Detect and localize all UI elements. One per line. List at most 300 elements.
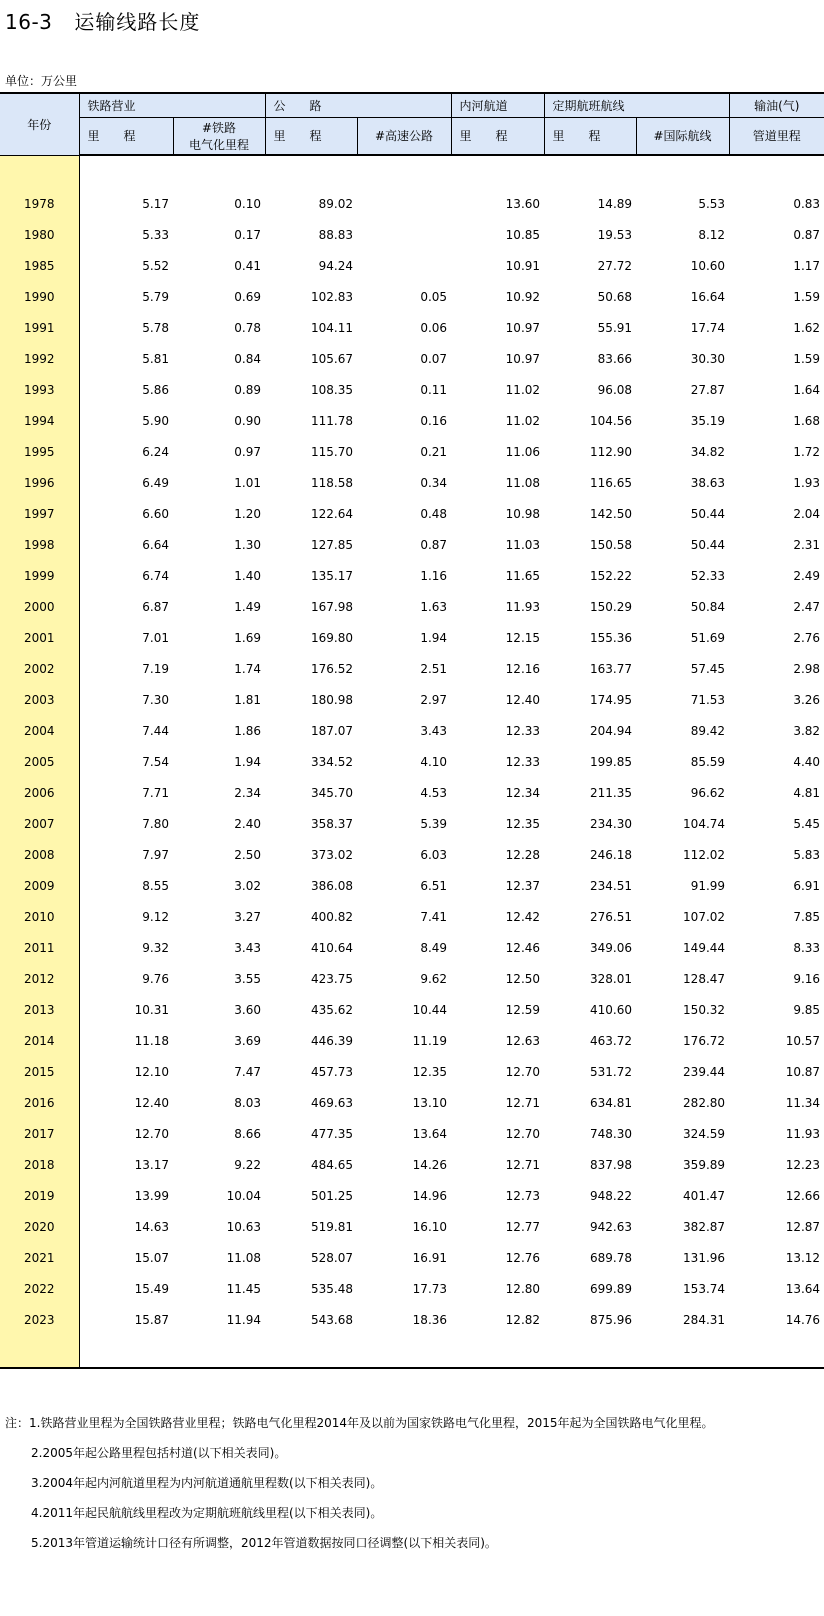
road-highway-cell: 11.19 (412, 1033, 448, 1048)
road-mileage-cell: 187.07 (311, 723, 354, 738)
rail-mileage-cell: 8.55 (142, 878, 169, 893)
river-mileage-cell: 10.92 (505, 289, 541, 304)
road-highway-cell: 1.16 (420, 568, 448, 583)
air-mileage-cell: 199.85 (590, 754, 633, 769)
river-mileage-cell: 12.71 (505, 1095, 541, 1110)
header-road-mileage-label: 里程 (273, 129, 346, 144)
river-mileage-cell: 12.70 (505, 1064, 541, 1079)
road-highway-cell: 2.51 (420, 661, 448, 676)
rail-mileage-cell: 6.64 (142, 537, 169, 552)
air-intl-cell: 85.59 (690, 754, 726, 769)
table-number: 16-3 (5, 10, 53, 34)
table-row (0, 901, 824, 932)
rail-electric-cell: 11.94 (226, 1312, 262, 1327)
pipeline-mileage-cell: 6.91 (793, 878, 821, 893)
table-row (0, 560, 824, 591)
rail-electric-cell: 0.90 (234, 413, 262, 428)
footnote-item: 2.2005年起公路里程包括村道(以下相关表同)。 (31, 1446, 287, 1460)
air-intl-cell: 96.62 (690, 785, 726, 800)
air-mileage-cell: 211.35 (590, 785, 633, 800)
rail-mileage-cell: 7.01 (142, 630, 169, 645)
air-mileage-cell: 116.65 (590, 475, 633, 490)
header-year-label: 年份 (27, 117, 52, 132)
table-row (0, 746, 824, 777)
pipeline-mileage-cell: 14.76 (785, 1312, 821, 1327)
road-mileage-cell: 519.81 (311, 1219, 354, 1234)
year-cell: 1990 (0, 281, 79, 312)
road-highway-cell: 8.49 (420, 940, 448, 955)
road-highway-cell: 6.03 (420, 847, 448, 862)
rail-electric-cell: 0.69 (234, 289, 262, 304)
year-cell: 2015 (0, 1056, 79, 1087)
rail-electric-cell: 2.50 (234, 847, 262, 862)
header-river-group: 内河航道 (451, 93, 544, 117)
air-mileage-cell: 19.53 (597, 227, 633, 242)
river-mileage-cell: 12.59 (505, 1002, 541, 1017)
road-mileage-cell: 386.08 (311, 878, 354, 893)
air-mileage-cell: 83.66 (597, 351, 633, 366)
air-intl-cell: 17.74 (690, 320, 726, 335)
rail-electric-cell: 3.43 (234, 940, 262, 955)
road-highway-cell: 4.53 (420, 785, 448, 800)
rail-electric-cell: 1.69 (234, 630, 262, 645)
air-intl-cell: 51.69 (690, 630, 726, 645)
river-mileage-cell: 12.63 (505, 1033, 541, 1048)
road-mileage-cell: 477.35 (311, 1126, 354, 1141)
air-mileage-cell: 948.22 (590, 1188, 633, 1203)
year-cell: 1992 (0, 343, 79, 374)
table-row (0, 1118, 824, 1149)
air-intl-cell: 128.47 (683, 971, 726, 986)
rail-mileage-cell: 9.12 (142, 909, 169, 924)
river-mileage-cell: 10.85 (505, 227, 541, 242)
road-mileage-cell: 543.68 (311, 1312, 354, 1327)
year-cell: 2001 (0, 622, 79, 653)
road-mileage-cell: 400.82 (311, 909, 354, 924)
data-table-container (0, 92, 824, 1369)
road-mileage-cell: 446.39 (311, 1033, 354, 1048)
road-mileage-cell: 115.70 (311, 444, 354, 459)
rail-electric-cell: 8.66 (234, 1126, 262, 1141)
road-mileage-cell: 180.98 (311, 692, 354, 707)
rail-electric-cell: 1.86 (234, 723, 262, 738)
table-row (0, 374, 824, 405)
transport-length-table (0, 92, 824, 1369)
year-cell: 2004 (0, 715, 79, 746)
air-mileage-cell: 276.51 (590, 909, 633, 924)
air-intl-cell: 89.42 (690, 723, 726, 738)
rail-mileage-cell: 7.80 (142, 816, 169, 831)
year-cell: 1999 (0, 560, 79, 591)
rail-electric-cell: 0.89 (234, 382, 262, 397)
air-intl-cell: 50.44 (690, 537, 726, 552)
river-mileage-cell: 12.71 (505, 1157, 541, 1172)
rail-electric-cell: 9.22 (234, 1157, 262, 1172)
road-mileage-cell: 102.83 (311, 289, 354, 304)
river-mileage-cell: 12.28 (505, 847, 541, 862)
air-intl-cell: 359.89 (683, 1157, 726, 1172)
road-mileage-cell: 94.24 (318, 258, 354, 273)
air-mileage-cell: 142.50 (590, 506, 633, 521)
table-row (0, 1211, 824, 1242)
table-row (0, 343, 824, 374)
road-highway-cell: 0.87 (420, 537, 448, 552)
pipeline-mileage-cell: 1.68 (793, 413, 821, 428)
table-row (0, 281, 824, 312)
year-cell: 2019 (0, 1180, 79, 1211)
air-mileage-cell: 96.08 (597, 382, 633, 397)
road-mileage-cell: 105.67 (311, 351, 354, 366)
rail-electric-cell: 1.20 (234, 506, 262, 521)
table-row (0, 188, 824, 219)
river-mileage-cell: 12.76 (505, 1250, 541, 1265)
road-highway-cell: 14.26 (412, 1157, 448, 1172)
rail-electric-cell: 3.69 (234, 1033, 262, 1048)
road-highway-cell: 14.96 (412, 1188, 448, 1203)
road-highway-cell (357, 188, 451, 219)
rail-electric-cell: 11.45 (226, 1281, 262, 1296)
road-mileage-cell: 127.85 (311, 537, 354, 552)
year-cell: 1991 (0, 312, 79, 343)
rail-electric-cell: 2.40 (234, 816, 262, 831)
river-mileage-cell: 12.77 (505, 1219, 541, 1234)
road-mileage-cell: 484.65 (311, 1157, 354, 1172)
header-river-mileage (451, 117, 544, 155)
road-highway-cell: 10.44 (412, 1002, 448, 1017)
river-mileage-cell: 12.73 (505, 1188, 541, 1203)
air-intl-cell: 153.74 (683, 1281, 726, 1296)
header-air-group: 定期航班航线 (544, 93, 729, 117)
air-intl-cell: 104.74 (683, 816, 726, 831)
air-intl-cell: 34.82 (690, 444, 726, 459)
header-air-mileage-label: 里程 (552, 129, 625, 144)
road-mileage-cell: 535.48 (311, 1281, 354, 1296)
table-row (0, 994, 824, 1025)
rail-mileage-cell: 7.71 (142, 785, 169, 800)
pipeline-mileage-cell: 1.64 (793, 382, 821, 397)
rail-mileage-cell: 12.10 (134, 1064, 169, 1079)
air-mileage-cell: 174.95 (590, 692, 633, 707)
river-mileage-cell: 12.82 (505, 1312, 541, 1327)
page-title (5, 6, 200, 36)
air-intl-cell: 91.99 (690, 878, 726, 893)
year-cell: 2000 (0, 591, 79, 622)
rail-mileage-cell: 6.24 (142, 444, 169, 459)
header-rail-electric-line2: 电气化里程 (189, 137, 250, 152)
rail-electric-cell: 0.10 (234, 196, 262, 211)
rail-electric-cell: 7.47 (234, 1064, 262, 1079)
road-mileage-cell: 176.52 (311, 661, 354, 676)
year-cell: 2006 (0, 777, 79, 808)
air-mileage-cell: 55.91 (597, 320, 633, 335)
rail-mileage-cell: 9.76 (142, 971, 169, 986)
year-cell: 1995 (0, 436, 79, 467)
rail-mileage-cell: 9.32 (142, 940, 169, 955)
year-cell: 1985 (0, 250, 79, 281)
air-intl-cell: 8.12 (698, 227, 726, 242)
road-mileage-cell: 111.78 (311, 413, 354, 428)
river-mileage-cell: 12.34 (505, 785, 541, 800)
river-mileage-cell: 12.33 (505, 754, 541, 769)
table-row (0, 963, 824, 994)
table-row (0, 932, 824, 963)
spacer-cell (79, 1335, 824, 1368)
year-cell: 2010 (0, 901, 79, 932)
pipeline-mileage-cell: 13.64 (785, 1281, 821, 1296)
rail-mileage-cell: 7.44 (142, 723, 169, 738)
road-highway-cell: 18.36 (412, 1312, 448, 1327)
air-intl-cell: 30.30 (690, 351, 726, 366)
table-row (0, 715, 824, 746)
air-mileage-cell: 349.06 (590, 940, 633, 955)
header-rail-electric-line1: #铁路 (201, 120, 237, 135)
road-highway-cell: 17.73 (412, 1281, 448, 1296)
pipeline-mileage-cell: 1.17 (793, 258, 821, 273)
rail-electric-cell: 10.63 (226, 1219, 262, 1234)
footnotes (5, 1408, 714, 1558)
air-intl-cell: 176.72 (683, 1033, 726, 1048)
air-mileage-cell: 150.29 (590, 599, 633, 614)
year-cell: 2013 (0, 994, 79, 1025)
table-row (0, 1304, 824, 1335)
table-row (0, 839, 824, 870)
river-mileage-cell: 11.65 (505, 568, 541, 583)
pipeline-mileage-cell: 1.59 (793, 289, 821, 304)
pipeline-mileage-cell: 2.47 (793, 599, 821, 614)
air-mileage-cell: 104.56 (590, 413, 633, 428)
table-row (0, 250, 824, 281)
header-river-mileage-label: 里程 (459, 129, 532, 144)
header-rail-electric (173, 117, 265, 155)
river-mileage-cell: 12.42 (505, 909, 541, 924)
road-highway-cell: 7.41 (420, 909, 448, 924)
rail-electric-cell: 1.01 (234, 475, 262, 490)
table-row (0, 1273, 824, 1304)
rail-electric-cell: 0.41 (234, 258, 262, 273)
rail-mileage-cell: 6.74 (142, 568, 169, 583)
table-row (0, 1056, 824, 1087)
header-pipeline-group: 输油(气) (729, 93, 824, 117)
year-cell: 2007 (0, 808, 79, 839)
air-intl-cell: 324.59 (683, 1126, 726, 1141)
pipeline-mileage-cell: 1.72 (793, 444, 821, 459)
table-row (0, 529, 824, 560)
pipeline-mileage-cell: 12.87 (785, 1219, 821, 1234)
air-mileage-cell: 942.63 (590, 1219, 633, 1234)
river-mileage-cell: 11.08 (505, 475, 541, 490)
table-row (0, 1149, 824, 1180)
river-mileage-cell: 12.37 (505, 878, 541, 893)
header-rail-mileage-label: 里程 (87, 129, 160, 144)
pipeline-mileage-cell: 8.33 (793, 940, 821, 955)
pipeline-mileage-cell: 7.85 (793, 909, 821, 924)
header-road-mileage (265, 117, 357, 155)
table-row (0, 312, 824, 343)
year-cell: 1998 (0, 529, 79, 560)
air-intl-cell: 282.80 (683, 1095, 726, 1110)
pipeline-mileage-cell: 13.12 (785, 1250, 821, 1265)
road-highway-cell: 12.35 (412, 1064, 448, 1079)
air-intl-cell: 150.32 (683, 1002, 726, 1017)
pipeline-mileage-cell: 12.66 (785, 1188, 821, 1203)
year-cell: 1996 (0, 467, 79, 498)
pipeline-mileage-cell: 12.23 (785, 1157, 821, 1172)
river-mileage-cell: 12.16 (505, 661, 541, 676)
table-row (0, 870, 824, 901)
air-mileage-cell: 204.94 (590, 723, 633, 738)
rail-electric-cell: 0.84 (234, 351, 262, 366)
air-intl-cell: 27.87 (690, 382, 726, 397)
air-mileage-cell: 634.81 (590, 1095, 633, 1110)
rail-electric-cell: 1.94 (234, 754, 262, 769)
pipeline-mileage-cell: 2.31 (793, 537, 821, 552)
river-mileage-cell: 12.46 (505, 940, 541, 955)
road-mileage-cell: 108.35 (311, 382, 354, 397)
pipeline-mileage-cell: 2.76 (793, 630, 821, 645)
header-pipeline-mileage: 管道里程 (729, 117, 824, 155)
rail-mileage-cell: 15.87 (134, 1312, 169, 1327)
road-mileage-cell: 373.02 (311, 847, 354, 862)
year-cell: 1980 (0, 219, 79, 250)
road-mileage-cell: 501.25 (311, 1188, 354, 1203)
year-cell: 2009 (0, 870, 79, 901)
pipeline-mileage-cell: 3.82 (793, 723, 821, 738)
air-intl-cell: 35.19 (690, 413, 726, 428)
air-intl-cell: 239.44 (683, 1064, 726, 1079)
year-cell: 2018 (0, 1149, 79, 1180)
pipeline-mileage-cell: 1.59 (793, 351, 821, 366)
pipeline-mileage-cell: 0.83 (793, 196, 821, 211)
header-rail-group: 铁路营业 (79, 93, 265, 117)
table-spacer-top (0, 155, 824, 188)
road-mileage-cell: 169.80 (311, 630, 354, 645)
air-mileage-cell: 463.72 (590, 1033, 633, 1048)
pipeline-mileage-cell: 11.93 (785, 1126, 821, 1141)
table-row (0, 1180, 824, 1211)
year-cell-spacer (0, 155, 79, 188)
table-row (0, 653, 824, 684)
rail-mileage-cell: 15.49 (134, 1281, 169, 1296)
rail-mileage-cell: 5.78 (142, 320, 169, 335)
river-mileage-cell: 10.97 (505, 320, 541, 335)
road-highway-cell: 0.21 (420, 444, 448, 459)
air-intl-cell: 52.33 (690, 568, 726, 583)
air-intl-cell: 16.64 (690, 289, 726, 304)
air-mileage-cell: 50.68 (597, 289, 633, 304)
rail-mileage-cell: 10.31 (134, 1002, 169, 1017)
pipeline-mileage-cell: 10.87 (785, 1064, 821, 1079)
road-mileage-cell: 423.75 (311, 971, 354, 986)
year-cell: 2005 (0, 746, 79, 777)
river-mileage-cell: 11.06 (505, 444, 541, 459)
rail-mileage-cell: 5.86 (142, 382, 169, 397)
air-intl-cell: 57.45 (690, 661, 726, 676)
air-mileage-cell: 246.18 (590, 847, 633, 862)
road-highway-cell: 9.62 (420, 971, 448, 986)
river-mileage-cell: 12.33 (505, 723, 541, 738)
air-intl-cell: 50.44 (690, 506, 726, 521)
air-mileage-cell: 689.78 (590, 1250, 633, 1265)
road-mileage-cell: 122.64 (311, 506, 354, 521)
pipeline-mileage-cell: 1.93 (793, 475, 821, 490)
rail-electric-cell: 10.04 (226, 1188, 262, 1203)
river-mileage-cell: 10.97 (505, 351, 541, 366)
table-row (0, 777, 824, 808)
road-highway-cell: 0.16 (420, 413, 448, 428)
rail-mileage-cell: 7.54 (142, 754, 169, 769)
rail-electric-cell: 11.08 (226, 1250, 262, 1265)
rail-electric-cell: 3.27 (234, 909, 262, 924)
rail-electric-cell: 3.02 (234, 878, 262, 893)
road-highway-cell (357, 219, 451, 250)
air-intl-cell: 382.87 (683, 1219, 726, 1234)
header-road-label: 公路 (273, 98, 346, 113)
table-spacer-bottom (0, 1335, 824, 1368)
road-mileage-cell: 334.52 (311, 754, 354, 769)
road-mileage-cell: 88.83 (318, 227, 354, 242)
road-mileage-cell: 167.98 (311, 599, 354, 614)
rail-electric-cell: 0.97 (234, 444, 262, 459)
rail-mileage-cell: 5.79 (142, 289, 169, 304)
air-intl-cell: 50.84 (690, 599, 726, 614)
air-intl-cell: 107.02 (683, 909, 726, 924)
year-cell: 2022 (0, 1273, 79, 1304)
year-cell: 2008 (0, 839, 79, 870)
rail-electric-cell: 2.34 (234, 785, 262, 800)
spacer-cell (79, 155, 824, 188)
river-mileage-cell: 12.50 (505, 971, 541, 986)
road-mileage-cell: 457.73 (311, 1064, 354, 1079)
pipeline-mileage-cell: 1.62 (793, 320, 821, 335)
year-cell: 1993 (0, 374, 79, 405)
year-cell: 2021 (0, 1242, 79, 1273)
rail-mileage-cell: 12.70 (134, 1126, 169, 1141)
river-mileage-cell: 11.02 (505, 413, 541, 428)
year-cell: 2017 (0, 1118, 79, 1149)
rail-mileage-cell: 7.30 (142, 692, 169, 707)
road-mileage-cell: 528.07 (311, 1250, 354, 1265)
footnote-item: 3.2004年起内河航道里程为内河航道通航里程数(以下相关表同)。 (31, 1476, 383, 1490)
road-mileage-cell: 104.11 (311, 320, 354, 335)
year-cell: 2023 (0, 1304, 79, 1335)
road-mileage-cell: 135.17 (311, 568, 354, 583)
rail-mileage-cell: 15.07 (134, 1250, 169, 1265)
table-row (0, 622, 824, 653)
road-highway-cell: 5.39 (420, 816, 448, 831)
river-mileage-cell: 12.15 (505, 630, 541, 645)
river-mileage-cell: 12.40 (505, 692, 541, 707)
air-intl-cell: 149.44 (683, 940, 726, 955)
river-mileage-cell: 10.98 (505, 506, 541, 521)
road-highway-cell: 0.06 (420, 320, 448, 335)
road-highway-cell: 13.10 (412, 1095, 448, 1110)
road-highway-cell: 4.10 (420, 754, 448, 769)
river-mileage-cell: 12.35 (505, 816, 541, 831)
header-air-intl: #国际航线 (636, 117, 729, 155)
air-mileage-cell: 234.51 (590, 878, 633, 893)
table-header (0, 93, 824, 155)
road-mileage-cell: 89.02 (318, 196, 354, 211)
table-row (0, 405, 824, 436)
rail-mileage-cell: 6.49 (142, 475, 169, 490)
air-mileage-cell: 112.90 (590, 444, 633, 459)
header-air-mileage (544, 117, 636, 155)
table-row (0, 684, 824, 715)
rail-electric-cell: 3.55 (234, 971, 262, 986)
pipeline-mileage-cell: 3.26 (793, 692, 821, 707)
road-highway-cell: 16.91 (412, 1250, 448, 1265)
air-mileage-cell: 837.98 (590, 1157, 633, 1172)
